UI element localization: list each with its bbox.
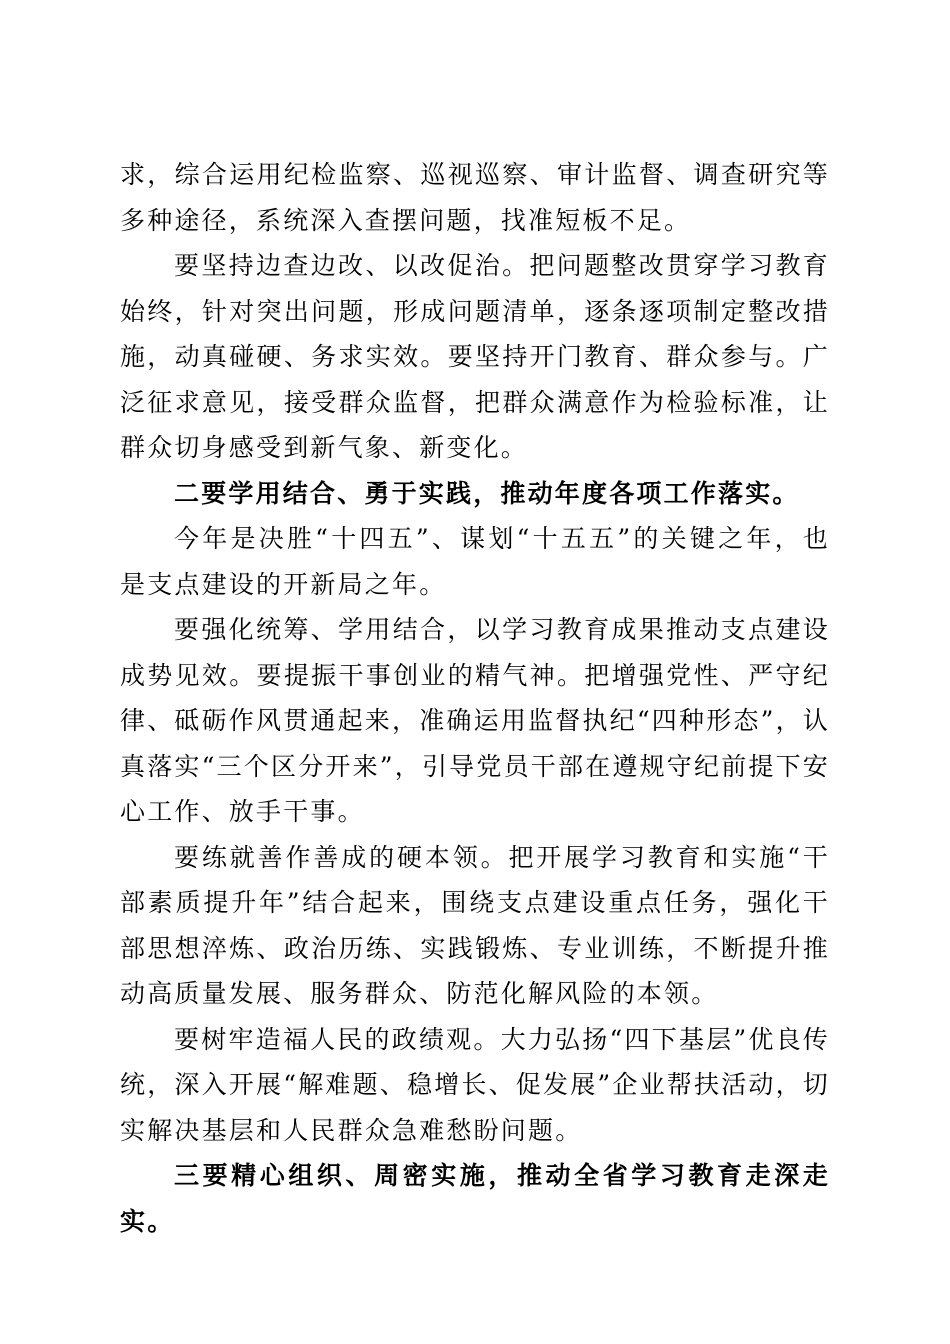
paragraph-continuation: 求，综合运用纪检监察、巡视巡察、审计监督、调查研究等多种途径，系统深入查摆问题，找准短板不足。 (120, 160, 830, 235)
section-heading-three: 三要精心组织、周密实施，推动全省学习教育走深走实。 (120, 1161, 830, 1236)
section-heading-two: 二要学用结合、勇于实践，推动年度各项工作落实。 (174, 478, 800, 508)
paragraph-performance-view: 要树牢造福人民的政绩观。大力弘扬“四下基层”优良传统，深入开展“解难题、稳增长、促发展”企业帮扶活动，切实解决基层和人民群众急难愁盼问题。 (120, 1024, 830, 1145)
paragraph-coordination: 要强化统筹、学用结合，以学习教育成果推动支点建设成势见效。要提振干事创业的精气神。把增强党性、严守纪律、砥砺作风贯通起来，准确运用监督执纪“四种形态”，认真落实“三个区分开来”，引导党员干部在遵规守纪前提下安心工作、放手干事。 (120, 615, 830, 826)
paragraph-skills: 要练就善作善成的硬本领。把开展学习教育和实施“干部素质提升年”结合起来，围绕支点建设重点任务，强化干部思想淬炼、政治历练、实践锻炼、专业训练，不断提升推动高质量发展、服务群众、防范化解风险的本领。 (120, 842, 830, 1008)
paragraph-rectification: 要坚持边查边改、以改促治。把问题整改贯穿学习教育始终，针对突出问题，形成问题清单，逐条逐项制定整改措施，动真碰硬、务求实效。要坚持开门教育、群众参与。广泛征求意见，接受群众监督，把群众满意作为检验标准，让群众切身感受到新气象、新变化。 (120, 251, 830, 462)
paragraph-key-year: 今年是决胜“十四五”、谋划“十五五”的关键之年，也是支点建设的开新局之年。 (120, 524, 830, 599)
document-body (120, 152, 830, 1244)
